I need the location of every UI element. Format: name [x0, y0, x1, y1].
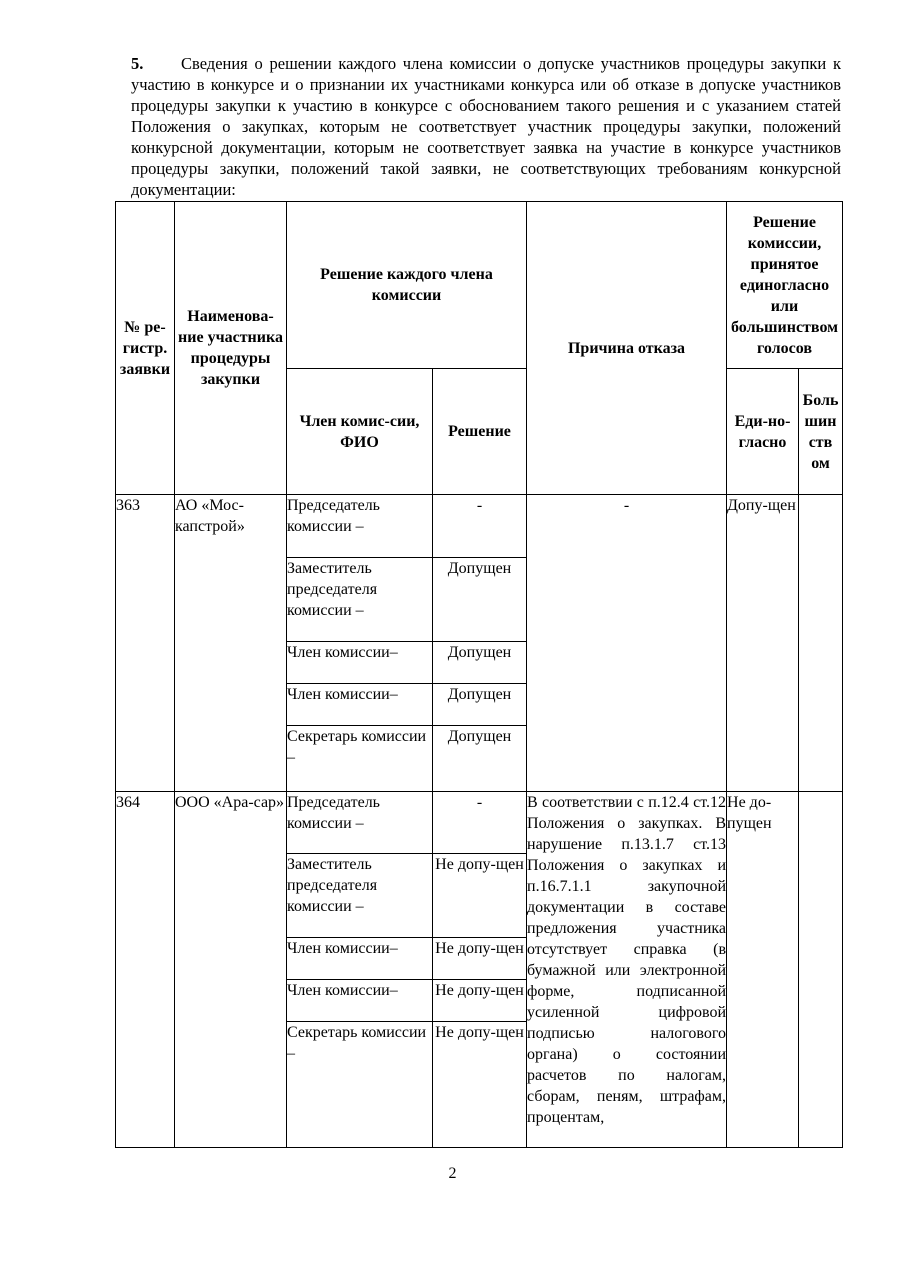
table-row [116, 792, 843, 854]
section-text: Сведения о решении каждого члена комиссии о допуске участников процедуры закупки к участию в конкурсе и о признании их участниками конкурса или об отказе в допуске участников процедуры закупки к участию в конкурсе с обоснованием такого решения и с указанием статей Положения о закупках, которым не соответствует участник процедуры закупки, положений конкурсной документации, которым не соответствует заявка на участие в конкурсе участников процедуры закупки, положений такой заявки, не соответствующих требованиям конкурсной документации: [131, 54, 841, 199]
member-role: Секретарь комиссии – [287, 1022, 433, 1148]
reason-cell: В соответствии с п.12.4 ст.12 Положения о закупках. В нарушение п.13.1.7 ст.13 Положения о закупках и п.16.7.1.1 закупочной документации в составе предложения участника отсутствует справка (в бумажной или электронной форме, подписанной усиленной цифровой подписью налогового органа) о состоянии расчетов по налогам, сборам, пеням, штрафам, процентам, [527, 792, 727, 1148]
member-role: Член комиссии– [287, 684, 433, 726]
reason-cell: - [527, 495, 727, 792]
member-role: Председатель комиссии – [287, 495, 433, 558]
reg-no-cell: 364 [116, 792, 175, 1148]
member-role: Член комиссии– [287, 642, 433, 684]
member-decision: Не допу-щен [433, 1022, 527, 1148]
unanimous-cell: Допу-щен [727, 495, 799, 792]
member-role: Член комиссии– [287, 938, 433, 980]
header-participant: Наименова-ние участника процедуры закупки [175, 202, 287, 495]
header-member-decision: Решение каждого члена комиссии [287, 202, 527, 369]
unanimous-cell: Не до-пущен [727, 792, 799, 1148]
member-decision: Допущен [433, 642, 527, 684]
header-decision: Решение [433, 369, 527, 495]
member-decision: Не допу-щен [433, 938, 527, 980]
member-role: Член комиссии– [287, 980, 433, 1022]
header-majority: Боль шин ств ом [799, 369, 843, 495]
member-role: Заместитель председателя комиссии – [287, 558, 433, 642]
table-row [116, 495, 843, 558]
header-reason: Причина отказа [527, 202, 727, 495]
decisions-table [115, 201, 843, 1148]
member-decision: - [433, 495, 527, 558]
section-intro [131, 53, 841, 200]
member-decision: Не допу-щен [433, 854, 527, 938]
header-commission-decision: Решение комиссии, принятое единогласно или большинством голосов [727, 202, 843, 369]
member-decision: Допущен [433, 558, 527, 642]
majority-cell [799, 495, 843, 792]
section-number: 5. [131, 54, 144, 73]
member-role: Заместитель председателя комиссии – [287, 854, 433, 938]
member-decision: - [433, 792, 527, 854]
member-role: Секретарь комиссии – [287, 726, 433, 792]
participant-cell: ООО «Ара-сар» [175, 792, 287, 1148]
page-number: 2 [448, 1165, 457, 1182]
member-decision: Не допу-щен [433, 980, 527, 1022]
member-decision: Допущен [433, 684, 527, 726]
header-reg-no: № ре-гистр. заявки [116, 202, 175, 495]
header-unanimous: Еди-но-гласно [727, 369, 799, 495]
header-member-name: Член комис-сии, ФИО [287, 369, 433, 495]
member-decision: Допущен [433, 726, 527, 792]
majority-cell [799, 792, 843, 1148]
reg-no-cell: 363 [116, 495, 175, 792]
participant-cell: АО «Мос-капстрой» [175, 495, 287, 792]
member-role: Председатель комиссии – [287, 792, 433, 854]
